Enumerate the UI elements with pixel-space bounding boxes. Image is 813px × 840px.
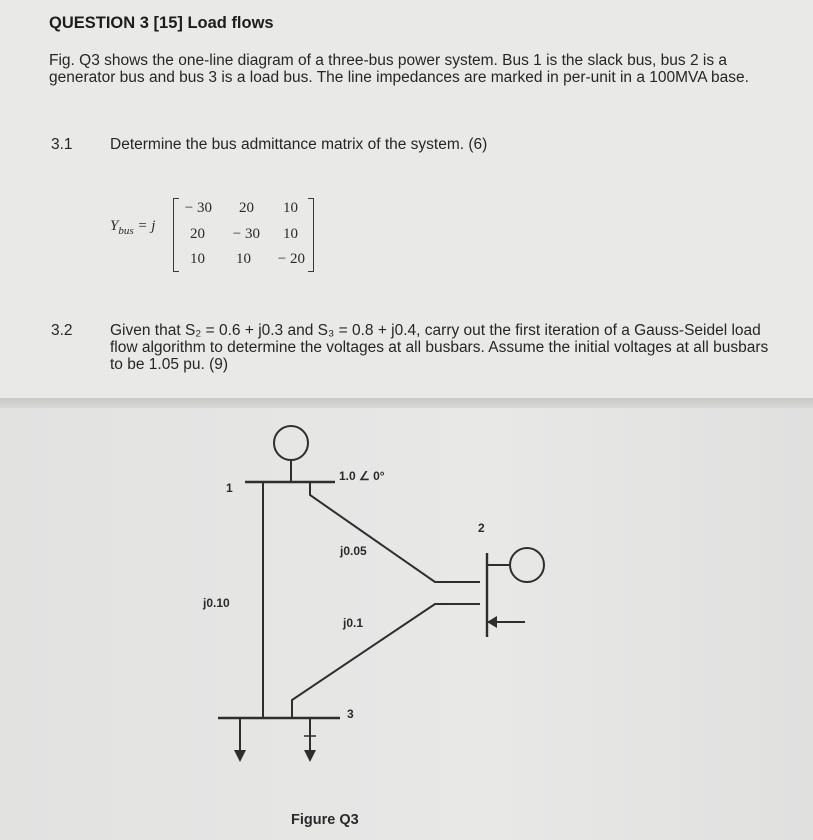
impedance-1-3-label: j0.10 <box>203 596 230 610</box>
load-3a-arrow-icon <box>234 750 246 762</box>
bus-3-label: 3 <box>347 707 354 721</box>
matrix-cell-3-1: 10 <box>190 251 205 267</box>
part-3-1-text: Determine the bus admittance matrix of the system. (6) <box>110 136 488 153</box>
matrix-cell-2-3: 10 <box>283 226 298 242</box>
part-3-2-number: 3.2 <box>51 322 73 339</box>
generator-2-icon <box>510 548 544 582</box>
matrix-cell-1-1: − 30 <box>184 200 212 216</box>
load-2-arrow-icon <box>487 616 497 628</box>
matrix-cell-3-2: 10 <box>236 251 251 267</box>
impedance-1-2-label: j0.05 <box>340 544 367 558</box>
part-3-1-number: 3.1 <box>51 136 73 153</box>
part-3-2-text: Given that S₂ = 0.6 + j0.3 and S₃ = 0.8 + j0.4, carry out the first iteration of a Gauss-Seidel load flow algorithm to determine the voltages at all busbars. Assume the initial voltages at all busbars to be 1.05 pu. (9) <box>110 322 769 373</box>
matrix-cell-2-2: − 30 <box>232 226 260 242</box>
matrix-cell-2-1: 20 <box>190 226 205 242</box>
question-intro: Fig. Q3 shows the one-line diagram of a three-bus power system. Bus 1 is the slack bus, bus 2 is a generator bus and bus 3 is a load bus. The line impedances are marked in per-unit in a 100MVA base. <box>49 52 749 86</box>
matrix-cell-1-3: 10 <box>283 200 298 216</box>
matrix-cell-3-3: − 20 <box>277 251 305 267</box>
figure-caption: Figure Q3 <box>291 812 359 828</box>
voltage-label: 1.0 ∠ 0° <box>339 469 385 483</box>
line-1-2 <box>310 482 480 582</box>
load-3b-arrow-icon <box>304 750 316 762</box>
impedance-2-3-label: j0.1 <box>343 616 364 630</box>
generator-1-icon <box>274 426 308 460</box>
matrix-cell-1-2: 20 <box>239 200 254 216</box>
bus-2-label: 2 <box>478 521 485 535</box>
line-2-3 <box>292 604 480 718</box>
ybus-label: $Y_{bus} = j$ <box>110 218 156 237</box>
question-title: QUESTION 3 [15] Load flows <box>49 14 274 32</box>
bus-1-label: 1 <box>226 481 233 495</box>
